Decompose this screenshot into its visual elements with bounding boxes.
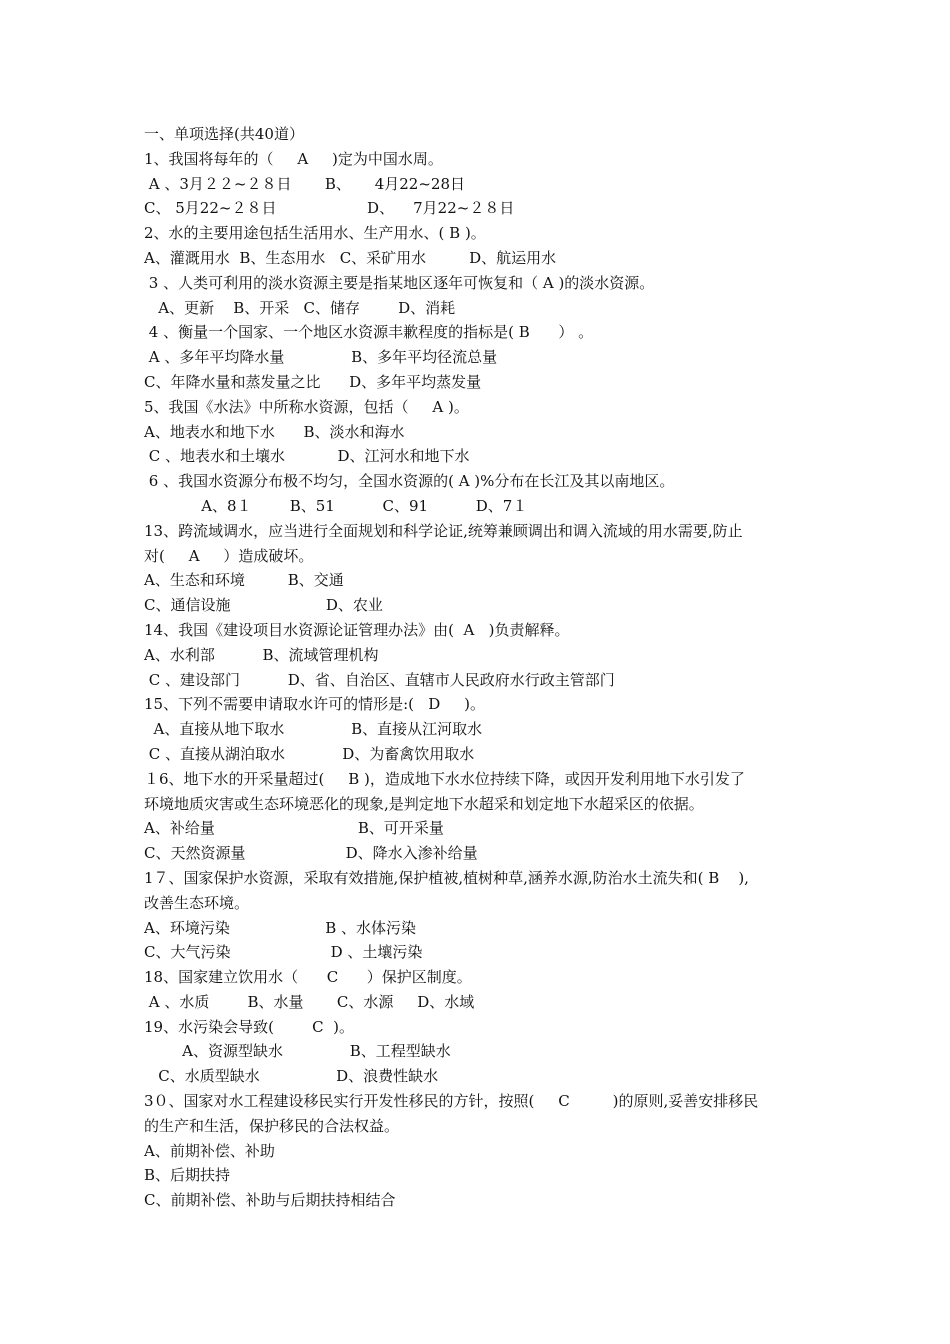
question-13-options-cd: C、通信设施 D、农业 [144,596,383,615]
question-1-options-ab: A 、3月２２~２８日 B、 4月22~28日 [144,174,466,193]
question-16-options-cd: C、天然资源量 D、降水入渗补给量 [144,844,478,863]
question-18: 18、国家建立饮用水（ C ）保护区制度。 [144,968,472,987]
section-heading: 一、单项选择(共40道） [144,125,304,143]
question-17: 1７、国家保护水资源，采取有效措施,保护植被,植树种草,涵养水源,防治水土流失和( B ), [144,868,749,887]
question-5-options-cd: C 、地表水和土壤水 D、江河水和地下水 [144,447,470,466]
question-16-cont: 环境地质灾害或生态环境恶化的现象,是判定地下水超采和划定地下水超采区的依据。 [144,794,704,813]
question-16: １6、地下水的开采量超过( B )，造成地下水水位持续下降，或因开发利用地下水引发了 [144,769,745,788]
question-14-options-ab: A、水利部 B、流域管理机构 [144,645,379,664]
question-5-options-ab: A、地表水和地下水 B、淡水和海水 [144,422,405,441]
question-30: 3０、国家对水工程建设移民实行开发性移民的方针，按照( C )的原则,妥善安排移民 [144,1092,759,1111]
question-30-option-a: A、前期补偿、补助 [144,1141,275,1160]
question-18-options: A 、水质 B、水量 C、水源 D、水域 [144,992,475,1011]
question-3: 3 、人类可利用的淡水资源主要是指某地区逐年可恢复和（ A )的淡水资源。 [144,273,655,292]
question-19-options-cd: C、水质型缺水 D、浪费性缺水 [144,1067,439,1086]
question-6: 6 、我国水资源分布极不均匀，全国水资源的( A )%分布在长江及其以南地区。 [144,472,675,491]
question-30-cont: 的生产和生活，保护移民的合法权益。 [144,1116,400,1135]
question-3-options: A、更新 B、开采 C、储存 D、消耗 [144,298,456,317]
question-2: 2、水的主要用途包括生活用水、生产用水、( B )。 [144,224,486,243]
question-6-options: A、8１ B、51 C、91 D、7１ [144,496,528,515]
question-15: 15、下列不需要申请取水许可的情形是:( D )。 [144,695,486,714]
question-4: 4 、衡量一个国家、一个地区水资源丰歉程度的指标是( B ） 。 [144,323,594,342]
question-13-cont: 对( A ）造成破坏。 [144,546,314,565]
question-4-options-ab: A 、多年平均降水量 B、多年平均径流总量 [144,348,498,367]
question-17-cont: 改善生态环境。 [144,893,250,912]
question-30-option-c: C、前期补偿、补助与后期扶持相结合 [144,1191,396,1210]
question-19: 19、水污染会导致( C )。 [144,1017,354,1036]
question-5: 5、我国《水法》中所称水资源，包括（ A )。 [144,397,469,416]
question-4-options-cd: C、年降水量和蒸发量之比 D、多年平均蒸发量 [144,372,482,391]
question-13-options-ab: A、生态和环境 B、交通 [144,571,344,590]
question-2-options: A、灌溉用水 B、生态用水 C、采矿用水 D、航运用水 [144,248,557,267]
question-1-options-cd: C、 5月22~２８日 D、 7月22~２８日 [144,199,515,218]
question-17-options-ab: A、环境污染 B 、水体污染 [144,918,416,937]
question-14-options-cd: C 、建设部门 D、省、自治区、直辖市人民政府水行政主管部门 [144,670,615,689]
question-1: 1、我国将每年的（ A )定为中国水周。 [144,149,443,168]
question-15-options-ab: A、直接从地下取水 B、直接从江河取水 [144,720,483,739]
question-19-options-ab: A、资源型缺水 B、工程型缺水 [144,1042,451,1061]
question-15-options-cd: C 、直接从湖泊取水 D、为畜禽饮用取水 [144,744,475,763]
question-13: 13、跨流域调水，应当进行全面规划和科学论证,统筹兼顾调出和调入流域的用水需要,防止 [144,521,743,540]
question-14: 14、我国《建设项目水资源论证管理办法》由( A )负责解释。 [144,620,570,639]
question-17-options-cd: C、大气污染 D 、土壤污染 [144,943,423,962]
document-body [144,122,814,1213]
question-30-option-b: B、后期扶持 [144,1166,231,1185]
question-16-options-ab: A、补给量 B、可开采量 [144,819,444,838]
